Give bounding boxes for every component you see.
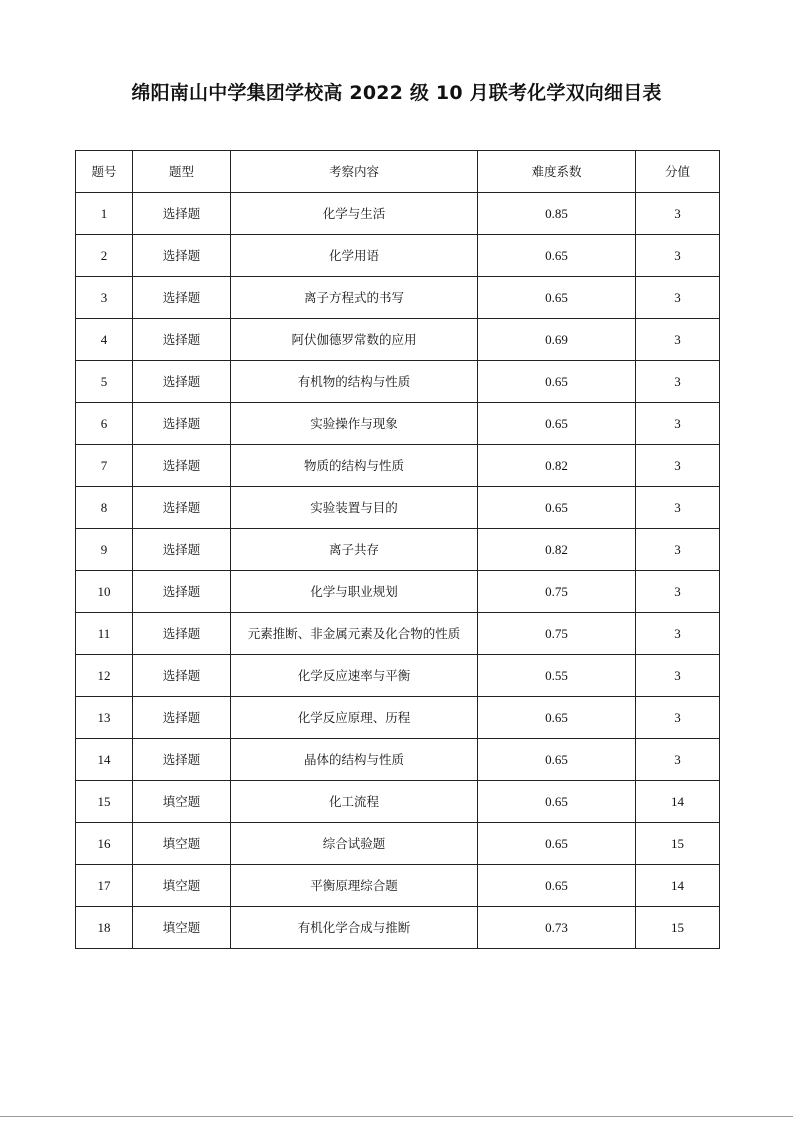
cell-difficulty: 0.65 (478, 235, 636, 277)
cell-question-type: 选择题 (133, 655, 231, 697)
cell-question-type: 填空题 (133, 907, 231, 949)
cell-content: 离子共存 (231, 529, 478, 571)
cell-question-type: 选择题 (133, 571, 231, 613)
cell-score: 3 (636, 361, 720, 403)
cell-question-type: 选择题 (133, 193, 231, 235)
page-bottom-divider (0, 1116, 793, 1117)
cell-question-type: 填空题 (133, 781, 231, 823)
table-row (76, 235, 720, 277)
cell-difficulty: 0.65 (478, 487, 636, 529)
cell-question-type: 选择题 (133, 739, 231, 781)
cell-content: 物质的结构与性质 (231, 445, 478, 487)
cell-difficulty: 0.65 (478, 697, 636, 739)
cell-difficulty: 0.82 (478, 445, 636, 487)
cell-difficulty: 0.65 (478, 781, 636, 823)
cell-question-type: 选择题 (133, 235, 231, 277)
cell-question-number: 17 (76, 865, 133, 907)
header-difficulty: 难度系数 (478, 151, 636, 193)
cell-score: 3 (636, 571, 720, 613)
cell-difficulty: 0.75 (478, 613, 636, 655)
cell-content: 化学与生活 (231, 193, 478, 235)
cell-difficulty: 0.65 (478, 403, 636, 445)
cell-score: 3 (636, 613, 720, 655)
cell-question-number: 4 (76, 319, 133, 361)
cell-question-number: 7 (76, 445, 133, 487)
cell-score: 14 (636, 781, 720, 823)
table-row (76, 613, 720, 655)
cell-question-type: 填空题 (133, 823, 231, 865)
cell-content: 化学反应速率与平衡 (231, 655, 478, 697)
cell-question-type: 选择题 (133, 697, 231, 739)
cell-question-number: 10 (76, 571, 133, 613)
cell-difficulty: 0.73 (478, 907, 636, 949)
cell-content: 有机化学合成与推断 (231, 907, 478, 949)
cell-difficulty: 0.82 (478, 529, 636, 571)
table-row (76, 823, 720, 865)
cell-content: 离子方程式的书写 (231, 277, 478, 319)
header-score: 分值 (636, 151, 720, 193)
cell-difficulty: 0.75 (478, 571, 636, 613)
table-row (76, 739, 720, 781)
table-row (76, 781, 720, 823)
cell-content: 平衡原理综合题 (231, 865, 478, 907)
cell-content: 化学用语 (231, 235, 478, 277)
cell-content: 化工流程 (231, 781, 478, 823)
table-row (76, 487, 720, 529)
table-row (76, 529, 720, 571)
cell-difficulty: 0.55 (478, 655, 636, 697)
page-title: 绵阳南山中学集团学校高 2022 级 10 月联考化学双向细目表 (131, 82, 662, 104)
table-row (76, 907, 720, 949)
cell-question-type: 选择题 (133, 277, 231, 319)
cell-question-number: 16 (76, 823, 133, 865)
table-row (76, 655, 720, 697)
cell-score: 3 (636, 529, 720, 571)
cell-question-number: 13 (76, 697, 133, 739)
cell-score: 3 (636, 277, 720, 319)
cell-score: 14 (636, 865, 720, 907)
table-row (76, 403, 720, 445)
cell-question-number: 1 (76, 193, 133, 235)
cell-difficulty: 0.85 (478, 193, 636, 235)
cell-score: 15 (636, 907, 720, 949)
cell-question-number: 14 (76, 739, 133, 781)
table-row (76, 697, 720, 739)
cell-question-type: 选择题 (133, 613, 231, 655)
cell-question-number: 15 (76, 781, 133, 823)
cell-score: 3 (636, 403, 720, 445)
cell-question-type: 选择题 (133, 445, 231, 487)
table-row (76, 445, 720, 487)
cell-difficulty: 0.65 (478, 823, 636, 865)
cell-question-number: 18 (76, 907, 133, 949)
cell-question-type: 选择题 (133, 403, 231, 445)
cell-difficulty: 0.65 (478, 277, 636, 319)
cell-difficulty: 0.69 (478, 319, 636, 361)
table-row (76, 361, 720, 403)
cell-score: 3 (636, 235, 720, 277)
cell-content: 元素推断、非金属元素及化合物的性质 (231, 613, 478, 655)
cell-difficulty: 0.65 (478, 361, 636, 403)
cell-question-type: 选择题 (133, 361, 231, 403)
cell-content: 有机物的结构与性质 (231, 361, 478, 403)
cell-score: 3 (636, 697, 720, 739)
table-row (76, 319, 720, 361)
cell-content: 实验装置与目的 (231, 487, 478, 529)
cell-score: 3 (636, 319, 720, 361)
cell-question-number: 2 (76, 235, 133, 277)
cell-question-number: 5 (76, 361, 133, 403)
cell-content: 化学与职业规划 (231, 571, 478, 613)
cell-content: 综合试验题 (231, 823, 478, 865)
cell-score: 3 (636, 445, 720, 487)
cell-content: 晶体的结构与性质 (231, 739, 478, 781)
cell-question-number: 9 (76, 529, 133, 571)
cell-score: 3 (636, 655, 720, 697)
cell-question-number: 6 (76, 403, 133, 445)
table-row (76, 865, 720, 907)
cell-content: 实验操作与现象 (231, 403, 478, 445)
cell-question-type: 选择题 (133, 487, 231, 529)
cell-difficulty: 0.65 (478, 865, 636, 907)
spec-table (75, 150, 720, 949)
table-row (76, 193, 720, 235)
cell-question-type: 选择题 (133, 529, 231, 571)
cell-score: 15 (636, 823, 720, 865)
cell-score: 3 (636, 193, 720, 235)
cell-difficulty: 0.65 (478, 739, 636, 781)
cell-question-number: 11 (76, 613, 133, 655)
cell-content: 阿伏伽德罗常数的应用 (231, 319, 478, 361)
cell-question-type: 填空题 (133, 865, 231, 907)
table-body (76, 193, 720, 949)
cell-score: 3 (636, 739, 720, 781)
header-question-number: 题号 (76, 151, 133, 193)
table-header-row (76, 151, 720, 193)
cell-question-number: 12 (76, 655, 133, 697)
cell-question-type: 选择题 (133, 319, 231, 361)
cell-question-number: 3 (76, 277, 133, 319)
header-question-type: 题型 (133, 151, 231, 193)
table-row (76, 277, 720, 319)
header-content: 考察内容 (231, 151, 478, 193)
cell-score: 3 (636, 487, 720, 529)
cell-question-number: 8 (76, 487, 133, 529)
cell-content: 化学反应原理、历程 (231, 697, 478, 739)
table-row (76, 571, 720, 613)
